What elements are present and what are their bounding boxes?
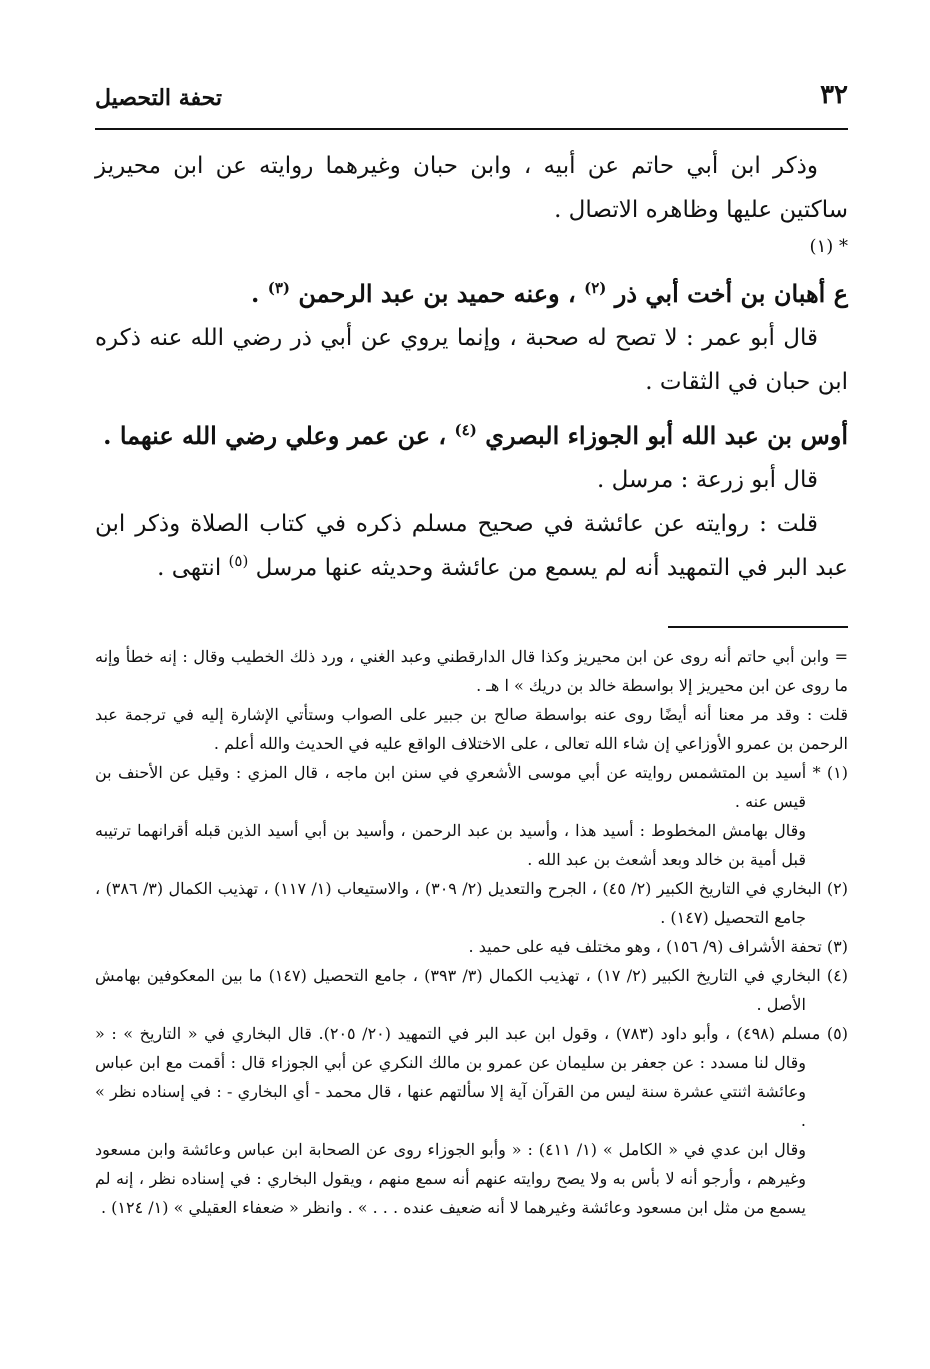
paragraph-4 bbox=[95, 502, 848, 590]
main-text bbox=[95, 144, 848, 590]
footnote-ref-2: (٢) bbox=[584, 279, 607, 297]
entry-ahban-rest: ، وعنه حميد بن عبد الرحمن bbox=[298, 279, 576, 308]
paragraph-2: قال أبو عمر : لا تصح له صحبة ، وإنما يروي عن أبي ذر رضي الله عنه ذكره ابن حبان في الثقات . bbox=[95, 325, 848, 395]
entry-aws-rest: ، عن عمر وعلي رضي الله عنهما . bbox=[103, 421, 447, 450]
entry-ahban bbox=[95, 272, 848, 316]
footnote-4: (٤) البخاري في التاريخ الكبير (٢/ ١٧) ، تهذيب الكمال (٣/ ٣٩٣) ، جامع التحصيل (١٤٧) ما بين المعكوفين بهامش الأصل . bbox=[95, 966, 849, 1014]
footnote-5-cont: وقال ابن عدي في « الكامل » (١/ ٤١١) : « وأبو الجوزاء روى عن الصحابة ابن عباس وعائشة وابن مسعود وغيرهم ، وأرجو أنه لا بأس به ولا يصح روايته عنهم أنه سمع منهم ، ويقول البخاري : في إسناده نظر ، إنه لم يسمع من مثل ابن مسعود وعائشة وغيرهما لا أنه ضعيف عنده . . . » . وانظر « ضعفاء العقيلي » (١/ ١٢٤) . bbox=[95, 1140, 807, 1217]
paragraph-4-text: قلت : روايته عن عائشة في صحيح مسلم ذكره في كتاب الصلاة وذكر ابن عبد البر في التمهيد أنه لم يسمع من عائشة وحديثه عنها مرسل bbox=[95, 511, 848, 581]
footnote-separator bbox=[668, 626, 848, 628]
footnotes bbox=[95, 642, 848, 1222]
entry-ahban-end: . bbox=[250, 279, 260, 308]
footnote-continued-2: قلت : وقد مر معنا أنه أيضًا روى عنه بواسطة صالح بن جبير على الصواب وستأتي الإشارة إليه في ترجمة عبد الرحمن بن عمرو الأوزاعي إن شاء الله تعالى ، على الاختلاف الواقع عليه في الحديث والله أعلم . bbox=[95, 705, 848, 753]
footnote-1: (١) * أسيد بن المتشمس روايته عن أبي موسى الأشعري في سنن ابن ماجه ، قال المزي : وقيل عن الأحنف بن قيس عنه . bbox=[95, 763, 848, 811]
footnote-continued: = وابن أبي حاتم أنه روى عن ابن محيريز وكذا قال الدارقطني وعبد الغني ، ورد ذلك الخطيب وقال : إنه خطأ وإنه ما روى عن ابن محيريز إلا بواسطة خالد بن دريك » ا هـ . bbox=[95, 647, 848, 695]
footnote-ref-3: (٣) bbox=[267, 279, 290, 297]
footnote-5: (٥) مسلم (٤٩٨) ، وأبو داود (٧٨٣) ، وقول ابن عبد البر في التمهيد (٢٠/ ٢٠٥). قال البخاري في « التاريخ » : « وقال لنا مسدد : عن جعفر بن سليمان عن عمرو بن مالك النكري عن أبي الجوزاء قال : أقمت مع ابن عباس وعائشة اثنتي عشرة سنة ليس من القرآن آية إلا سألتهم عنها ، قال محمد - أي البخاري - : في إسناده نظر » . bbox=[95, 1024, 848, 1130]
footnote-ref-4: (٤) bbox=[454, 421, 477, 439]
running-title: تحفة التحصيل bbox=[95, 85, 222, 111]
entry-ahban-name: ع أهبان بن أخت أبي ذر bbox=[614, 279, 848, 308]
footnote-1-cont: وقال بهامش المخطوط : أسيد هذا ، وأسيد بن عبد الرحمن ، وأسيد بن أبي أسيد الذين قبله أقرانهما ترتيبه قبل أمية بن خالد وبعد أشعث بن عبد الله . bbox=[95, 821, 806, 869]
star-footnote-marker: * (١) bbox=[809, 236, 848, 257]
footnote-2: (٢) البخاري في التاريخ الكبير (٢/ ٤٥) ، الجرح والتعديل (٢/ ٣٠٩) ، والاستيعاب (١/ ١١٧) ، تهذيب الكمال (٣/ ٣٨٦) ، جامع التحصيل (١٤٧) . bbox=[95, 879, 849, 927]
footnote-3: (٣) تحفة الأشراف (٩/ ١٥٦) ، وهو مختلف فيه على حميد . bbox=[468, 937, 848, 956]
paragraph-1: وذكر ابن أبي حاتم عن أبيه ، وابن حبان وغيرهما روايته عن ابن محيريز ساكتين عليها وظاهره الاتصال . bbox=[95, 153, 848, 223]
page-number: ٣٢ bbox=[820, 80, 848, 110]
entry-aws bbox=[95, 414, 848, 458]
page-header bbox=[95, 0, 848, 130]
paragraph-3: قال أبو زرعة : مرسل . bbox=[597, 467, 818, 493]
footnote-ref-5: (٥) bbox=[228, 552, 249, 570]
entry-aws-name: أوس بن عبد الله أبو الجوزاء البصري bbox=[485, 421, 848, 450]
paragraph-4-end: انتهى . bbox=[157, 555, 222, 581]
